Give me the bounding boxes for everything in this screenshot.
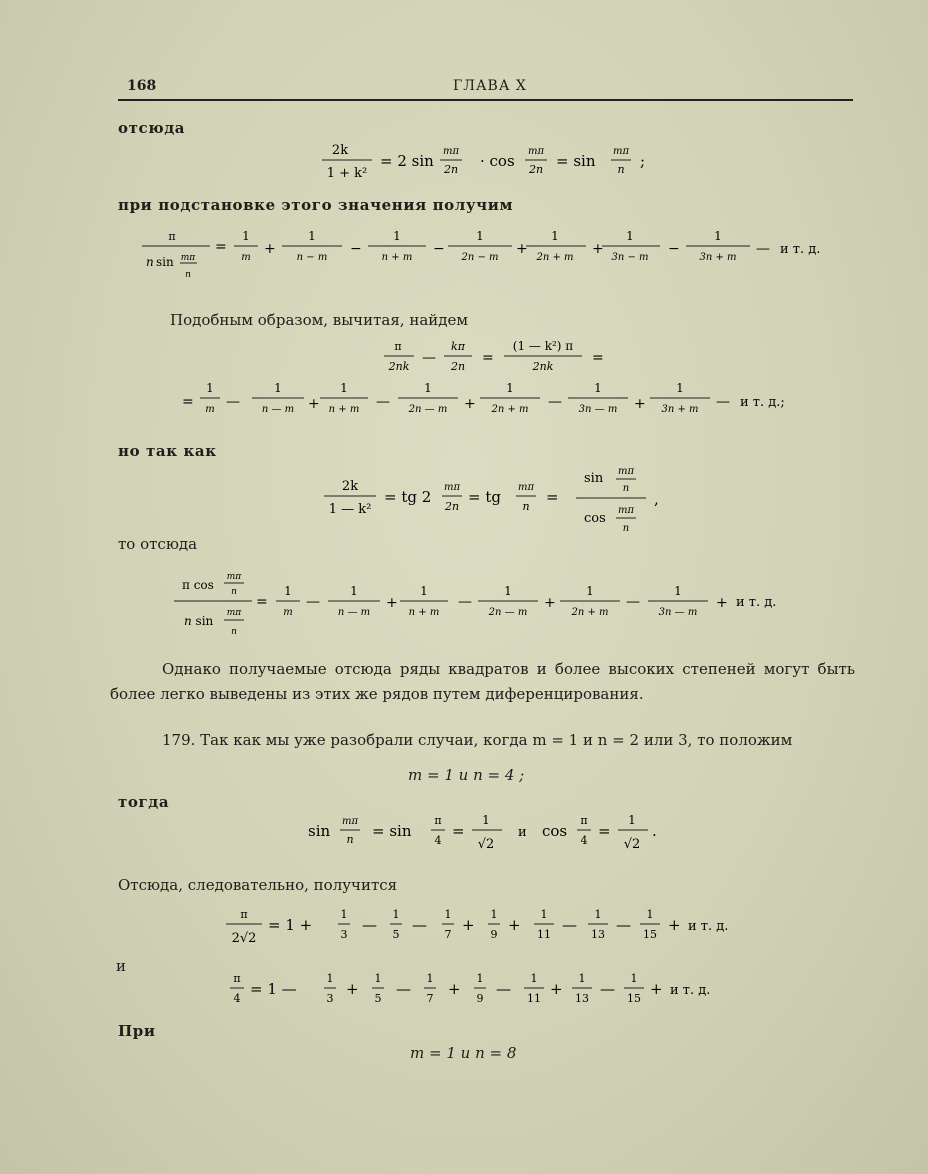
etc-word-5: и т. д. — [670, 983, 711, 998]
svg-text:1: 1 — [490, 908, 498, 921]
svg-text:7: 7 — [444, 928, 452, 941]
etc-word-4: и т. д. — [688, 919, 729, 934]
svg-text:mπ: mπ — [617, 505, 635, 516]
svg-text:n: n — [185, 270, 191, 280]
text-podobnym: Подобным образом, вычитая, найдем — [170, 311, 469, 329]
svg-text:15: 15 — [627, 992, 641, 1005]
svg-text:2n — m: 2n — m — [408, 404, 448, 415]
equation-m1-n8: m = 1 и n = 8 — [410, 1044, 517, 1062]
svg-text:+: + — [464, 396, 476, 412]
svg-text:3n — m: 3n — m — [578, 404, 618, 415]
svg-text:+: + — [462, 916, 475, 934]
svg-text:+: + — [448, 980, 461, 998]
svg-text:—: — — [396, 980, 411, 998]
svg-text:mπ: mπ — [442, 146, 460, 157]
svg-text:√2: √2 — [623, 837, 641, 852]
svg-text:,: , — [654, 490, 659, 508]
svg-text:n: n — [146, 255, 154, 269]
svg-text:= 2 sin: = 2 sin — [380, 152, 434, 170]
etc-word-3: и т. д. — [736, 595, 777, 610]
equation-7 — [222, 904, 782, 956]
chapter-title: ГЛАВА X — [453, 78, 527, 94]
svg-text:= sin: = sin — [372, 822, 412, 840]
equation-5 — [170, 565, 800, 647]
svg-text:n — m: n — m — [337, 607, 371, 618]
etc-word-2: и т. д.; — [740, 395, 785, 410]
svg-text:1: 1 — [284, 584, 292, 598]
svg-text:+: + — [592, 241, 604, 257]
svg-text:π: π — [240, 908, 248, 921]
svg-text:n: n — [522, 500, 530, 513]
svg-text:1 — k²: 1 — k² — [328, 502, 372, 517]
svg-text:mπ: mπ — [617, 466, 635, 477]
svg-text:n + m: n + m — [408, 607, 440, 618]
svg-text:1: 1 — [674, 584, 682, 598]
svg-text:cos: cos — [542, 822, 568, 840]
svg-text:2n: 2n — [450, 360, 466, 373]
text-i-conj: и — [116, 957, 126, 975]
svg-text:—: — — [756, 241, 770, 257]
svg-text:1: 1 — [274, 381, 282, 395]
svg-text:2n + m: 2n + m — [536, 252, 574, 263]
svg-text:= 1 +: = 1 + — [268, 916, 313, 934]
svg-text:m: m — [283, 607, 293, 618]
svg-text:1: 1 — [540, 908, 548, 921]
svg-text:n sin: n sin — [184, 614, 214, 628]
svg-text:2√2: 2√2 — [231, 931, 257, 946]
header-rule — [118, 99, 853, 101]
svg-text:—: — — [422, 350, 436, 366]
svg-text:1: 1 — [426, 972, 434, 985]
svg-text:3: 3 — [340, 928, 348, 941]
svg-text:−: − — [350, 241, 362, 257]
svg-text:1: 1 — [476, 229, 484, 243]
svg-text:—: — — [600, 980, 615, 998]
equation-1 — [320, 140, 680, 192]
svg-text:+: + — [668, 916, 681, 934]
svg-text:1: 1 — [374, 972, 382, 985]
svg-text:n: n — [622, 523, 630, 534]
svg-text:1: 1 — [504, 584, 512, 598]
svg-text:√2: √2 — [477, 837, 495, 852]
svg-text:1: 1 — [392, 908, 400, 921]
text-otsyuda-1: отсюда — [118, 119, 186, 137]
svg-text:;: ; — [640, 152, 646, 170]
svg-text:n: n — [231, 627, 237, 637]
svg-text:=: = — [592, 350, 604, 366]
svg-text:+: + — [516, 241, 528, 257]
svg-text:= sin: = sin — [556, 152, 596, 170]
svg-text:+: + — [308, 396, 320, 412]
svg-text:cos: cos — [584, 511, 606, 526]
svg-text:1: 1 — [586, 584, 594, 598]
svg-text:+: + — [346, 980, 359, 998]
svg-text:mπ: mπ — [517, 482, 535, 493]
svg-text:n: n — [622, 483, 630, 494]
svg-text:—: — — [226, 394, 240, 410]
svg-text:+: + — [634, 396, 646, 412]
svg-text:2n: 2n — [528, 163, 544, 176]
svg-text:11: 11 — [537, 928, 551, 941]
svg-text:kπ: kπ — [451, 340, 465, 353]
svg-text:—: — — [412, 916, 427, 934]
svg-text:1: 1 — [628, 813, 636, 827]
svg-text:1: 1 — [714, 229, 722, 243]
svg-text:2nk: 2nk — [532, 360, 554, 373]
svg-text:1: 1 — [420, 584, 428, 598]
svg-text:+: + — [650, 980, 663, 998]
svg-text:n: n — [346, 833, 354, 846]
svg-text:1: 1 — [206, 381, 214, 395]
svg-text:n + m: n + m — [328, 404, 360, 415]
svg-text:2n — m: 2n — m — [488, 607, 528, 618]
svg-text:1: 1 — [676, 381, 684, 395]
svg-text:2n + m: 2n + m — [491, 404, 529, 415]
equation-4 — [320, 460, 680, 542]
svg-text:1: 1 — [530, 972, 538, 985]
svg-text:9: 9 — [476, 992, 484, 1005]
svg-text:1: 1 — [476, 972, 484, 985]
svg-text:—: — — [548, 394, 562, 410]
svg-text:mπ: mπ — [527, 146, 545, 157]
svg-text:π cos: π cos — [182, 578, 214, 592]
svg-text:(1 — k²) π: (1 — k²) π — [512, 339, 574, 353]
svg-text:—: — — [626, 594, 640, 610]
svg-text:5: 5 — [392, 928, 400, 941]
text-pri-podstanovke: при подстановке этого значения получим — [118, 196, 514, 214]
svg-text:1: 1 — [630, 972, 638, 985]
svg-text:−: − — [668, 241, 680, 257]
svg-text:1: 1 — [424, 381, 432, 395]
svg-text:13: 13 — [591, 928, 605, 941]
etc-word-1: и т. д. — [780, 242, 821, 257]
equation-2 — [140, 228, 850, 290]
svg-text:mπ: mπ — [226, 608, 242, 618]
svg-text:2n: 2n — [444, 500, 460, 513]
svg-text:—: — — [306, 594, 320, 610]
svg-text:=: = — [482, 350, 494, 366]
svg-text:3n + m: 3n + m — [661, 404, 699, 415]
svg-text:2k: 2k — [331, 143, 349, 158]
svg-text:n: n — [617, 163, 625, 176]
svg-text:—: — — [496, 980, 511, 998]
svg-text:4: 4 — [580, 834, 588, 847]
text-to-otsyuda: то отсюда — [118, 535, 198, 553]
svg-text:mπ: mπ — [226, 572, 242, 582]
svg-text:π: π — [233, 972, 241, 985]
svg-text:+: + — [264, 241, 276, 257]
svg-text:4: 4 — [233, 992, 241, 1005]
svg-text:1 + k²: 1 + k² — [326, 166, 368, 181]
svg-text:—: — — [376, 394, 390, 410]
svg-text:2n + m: 2n + m — [571, 607, 609, 618]
svg-text:4: 4 — [434, 834, 442, 847]
svg-text:11: 11 — [527, 992, 541, 1005]
svg-text:mπ: mπ — [341, 816, 359, 827]
svg-text:1: 1 — [308, 229, 316, 243]
svg-text:=: = — [598, 822, 611, 840]
and-word-1: и — [518, 825, 527, 840]
svg-text:sin: sin — [584, 471, 604, 486]
svg-text:m: m — [205, 404, 215, 415]
svg-text:1: 1 — [506, 381, 514, 395]
svg-text:1: 1 — [482, 813, 490, 827]
svg-text:−: − — [433, 241, 445, 257]
svg-text:2k: 2k — [341, 479, 359, 494]
svg-text:.: . — [652, 822, 657, 840]
svg-text:1: 1 — [340, 381, 348, 395]
svg-text:1: 1 — [242, 229, 250, 243]
paragraph-odnako: Однако получаемые отсюда ряды квадратов и более высоких степеней могут быть более легко выведены из этих же рядов путем диференцирования. — [110, 660, 855, 703]
svg-text:=: = — [182, 394, 194, 410]
svg-text:3n + m: 3n + m — [699, 252, 737, 263]
svg-text:=: = — [215, 239, 227, 255]
svg-text:π: π — [434, 814, 442, 827]
svg-text:9: 9 — [490, 928, 498, 941]
svg-text:=: = — [256, 594, 268, 610]
svg-text:15: 15 — [643, 928, 657, 941]
text-pri: При — [118, 1022, 156, 1040]
svg-text:mπ: mπ — [180, 253, 196, 263]
text-no-tak-kak: но так как — [118, 442, 217, 460]
svg-text:n − m: n − m — [296, 252, 328, 263]
svg-text:1: 1 — [340, 908, 348, 921]
svg-text:1: 1 — [551, 229, 559, 243]
svg-text:1: 1 — [578, 972, 586, 985]
equation-3a — [378, 336, 618, 382]
svg-text:2n: 2n — [443, 163, 459, 176]
svg-text:+: + — [550, 980, 563, 998]
page-number: 168 — [127, 78, 157, 94]
svg-text:m: m — [241, 252, 251, 263]
svg-text:—: — — [716, 394, 730, 410]
svg-text:2nk: 2nk — [388, 360, 410, 373]
svg-text:n — m: n — m — [261, 404, 295, 415]
svg-text:sin: sin — [308, 822, 331, 840]
svg-text:mπ: mπ — [443, 482, 461, 493]
svg-text:2n − m: 2n − m — [461, 252, 499, 263]
svg-text:3n − m: 3n − m — [611, 252, 649, 263]
svg-text:1: 1 — [444, 908, 452, 921]
paragraph-179: 179. Так как мы уже разобрали случаи, когда m = 1 и n = 2 или 3, то положим — [162, 731, 793, 749]
svg-text:· cos: · cos — [480, 152, 515, 170]
svg-text:+: + — [716, 595, 728, 611]
svg-text:= tg: = tg — [468, 488, 501, 506]
svg-text:1: 1 — [393, 229, 401, 243]
svg-text:=: = — [546, 488, 559, 506]
svg-text:1: 1 — [646, 908, 654, 921]
svg-text:=: = — [452, 822, 465, 840]
svg-text:mπ: mπ — [612, 146, 630, 157]
text-otsyuda-sled: Отсюда, следовательно, получится — [118, 876, 398, 894]
svg-text:n + m: n + m — [381, 252, 413, 263]
svg-text:7: 7 — [426, 992, 434, 1005]
svg-text:sin: sin — [156, 255, 174, 269]
svg-text:3n — m: 3n — m — [658, 607, 698, 618]
equation-m1-n4: m = 1 и n = 4 ; — [408, 766, 525, 784]
svg-text:π: π — [168, 230, 176, 243]
equation-3b — [180, 380, 820, 426]
svg-text:1: 1 — [350, 584, 358, 598]
svg-text:1: 1 — [594, 908, 602, 921]
text-togda: тогда — [118, 793, 170, 811]
svg-text:n: n — [231, 587, 237, 597]
svg-text:—: — — [616, 916, 631, 934]
svg-text:1: 1 — [626, 229, 634, 243]
svg-text:1: 1 — [326, 972, 334, 985]
svg-text:—: — — [362, 916, 377, 934]
svg-text:= 1 —: = 1 — — [250, 980, 297, 998]
equation-6 — [306, 810, 686, 864]
svg-text:1: 1 — [594, 381, 602, 395]
svg-text:5: 5 — [374, 992, 382, 1005]
svg-text:—: — — [458, 594, 472, 610]
svg-text:+: + — [386, 595, 398, 611]
equation-8 — [226, 968, 766, 1018]
svg-text:+: + — [508, 916, 521, 934]
svg-text:+: + — [544, 595, 556, 611]
svg-text:π: π — [580, 814, 588, 827]
svg-text:—: — — [562, 916, 577, 934]
svg-text:13: 13 — [575, 992, 589, 1005]
svg-text:= tg 2: = tg 2 — [384, 488, 432, 506]
svg-text:3: 3 — [326, 992, 334, 1005]
svg-text:π: π — [394, 340, 402, 353]
